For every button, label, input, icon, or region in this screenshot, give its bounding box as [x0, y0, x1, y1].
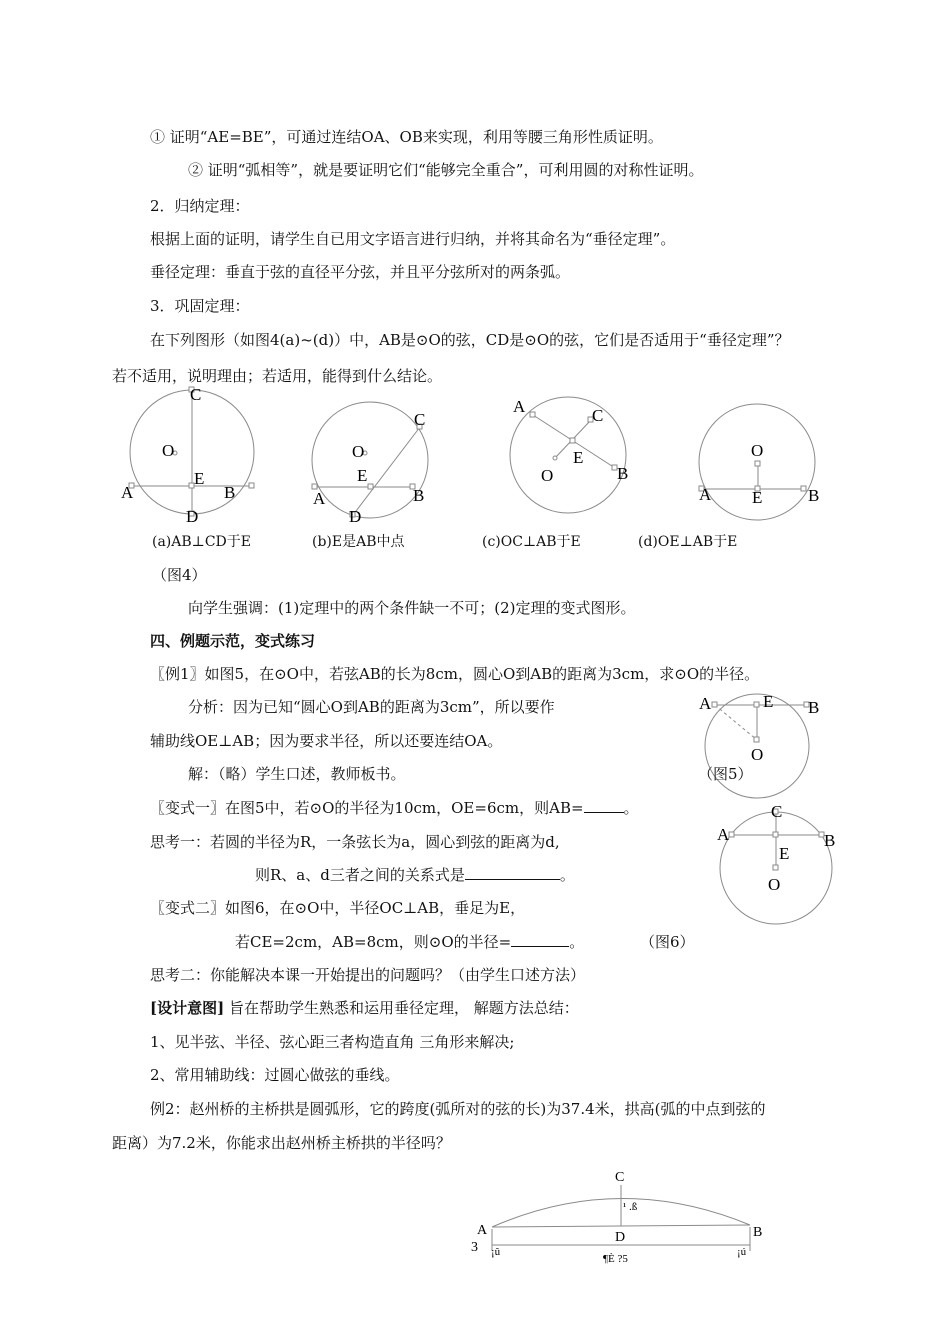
- label-o: O: [768, 875, 781, 894]
- garbled-right-arrow: ¡ú: [737, 1246, 747, 1258]
- design-tag: [设计意图]: [150, 999, 225, 1017]
- solution-text: 解：（略）学生口述，教师板书。: [188, 765, 406, 783]
- caption-4d: (d)OE⊥AB于E: [638, 534, 738, 550]
- label-d: D: [615, 1230, 626, 1245]
- proof-step-1: ① 证明“AE=BE”，可通过连结OA、OB来实现，利用等腰三角形性质证明。: [150, 128, 663, 146]
- label-d: D: [349, 507, 362, 526]
- think-1-line-1: 思考一：若圆的半径为R，一条弦长为a，圆心到弦的距离为d,: [150, 833, 560, 851]
- variant-2-text: 若CE=2cm，AB=8cm，则⊙O的半径=: [235, 933, 512, 951]
- label-b: B: [808, 698, 820, 717]
- label-a: A: [699, 694, 712, 713]
- bridge-figure: [465, 1165, 785, 1275]
- example-2-line-2: 距离）为7.2米，你能求出赵州桥主桥拱的半径吗？: [112, 1134, 451, 1152]
- variant-2-line-2: [235, 932, 584, 952]
- caption-4b: (b)E是AB中点: [312, 534, 405, 550]
- question-line-2: 若不适用，说明理由；若适用，能得到什么结论。: [112, 367, 443, 385]
- label-a: A: [477, 1223, 488, 1238]
- garbled-left-arrow: ¡û: [491, 1246, 501, 1258]
- proof-step-2: ② 证明“弧相等”，就是要证明它们“能够完全重合”，可利用圆的对称性证明。: [188, 161, 704, 179]
- label-c: C: [771, 802, 783, 821]
- label-a: A: [513, 397, 526, 416]
- label-a: A: [717, 825, 730, 844]
- variant-1: [150, 798, 639, 818]
- label-d: D: [186, 507, 199, 525]
- label-o: O: [751, 441, 764, 460]
- label-b: B: [413, 486, 425, 505]
- example-1: 〖例1〗如图5，在⊙O中，若弦AB的长为8cm，圆心O到AB的距离为3cm，求⊙O的半径。: [150, 665, 760, 683]
- label-a: A: [121, 483, 134, 502]
- garbled-height: ¹ .ß: [623, 1201, 638, 1213]
- garbled-span: ¶È ?5: [603, 1253, 628, 1265]
- label-b: B: [753, 1225, 763, 1240]
- analysis-line-1: 分析：因为已知“圆心O到AB的距离为3cm”，所以要作: [188, 698, 555, 716]
- label-b: B: [617, 464, 629, 483]
- caption-4a: (a)AB⊥CD于E: [152, 534, 251, 550]
- variant-2-line-1: 〖变式二〗如图6，在⊙O中，半径OC⊥AB，垂足为E，: [150, 899, 526, 917]
- label-o: O: [751, 745, 764, 764]
- summary-2: 2、常用辅助线：过圆心做弦的垂线。: [150, 1066, 400, 1084]
- section-4-heading: 四、例题示范，变式练习: [150, 632, 316, 650]
- label-e: E: [573, 448, 584, 467]
- question-line-1: 在下列图形（如图4(a)~(d)）中，AB是⊙O的弦，CD是⊙O的弦，它们是否适用于“垂径定理”？: [150, 331, 790, 349]
- label-e: E: [194, 469, 205, 488]
- design-text: 旨在帮助学生熟悉和运用垂径定理， 解题方法总结：: [228, 999, 579, 1017]
- figure-4b: [305, 395, 455, 527]
- example-2-line-1: 例2：赵州桥的主桥拱是圆弧形，它的跨度(弧所对的弦的长)为37.4米，拱高(弧的中点到弦的: [150, 1100, 766, 1118]
- label-c: C: [190, 385, 202, 404]
- think-1-line-2: [255, 865, 575, 885]
- label-o: O: [352, 442, 365, 461]
- label-e: E: [763, 692, 774, 711]
- think-1-end: 。: [559, 866, 575, 884]
- answer-blank[interactable]: [465, 865, 560, 880]
- summary-1: 1、见半弦、半径、弦心距三者构造直角 三角形来解决;: [150, 1033, 515, 1051]
- section-3-title: 3．巩固定理：: [150, 297, 250, 315]
- figure-5-label: （图5）: [698, 765, 753, 783]
- variant-2-end: 。: [569, 933, 585, 951]
- label-a: A: [313, 489, 326, 508]
- figure-6: [712, 800, 852, 925]
- section-2-title: 2．归纳定理：: [150, 197, 250, 215]
- label-c: C: [414, 410, 426, 429]
- induction-text: 根据上面的证明，请学生自已用文字语言进行归纳，并将其命名为“垂径定理”。: [150, 230, 676, 248]
- label-a: A: [699, 485, 712, 504]
- label-c: C: [615, 1170, 625, 1185]
- label-b: B: [824, 831, 836, 850]
- label-e: E: [779, 844, 790, 863]
- figure-6-label: （图6）: [640, 933, 695, 951]
- emphasis-text: 向学生强调：(1)定理中的两个条件缺一不可；(2)定理的变式图形。: [188, 599, 636, 617]
- label-c: C: [592, 406, 604, 425]
- think-1-text: 则R、a、d三者之间的关系式是: [255, 866, 465, 884]
- label-o: O: [541, 466, 554, 485]
- label-e: E: [752, 488, 763, 507]
- think-2: 思考二：你能解决本课一开始提出的问题吗？（由学生口述方法）: [150, 966, 586, 984]
- figure-4d: [692, 400, 832, 525]
- theorem-statement: 垂径定理：垂直于弦的直径平分弦，并且平分弦所对的两条弧。: [150, 263, 571, 281]
- label-b: B: [808, 486, 820, 505]
- label-b: B: [224, 483, 236, 502]
- label-o: O: [162, 441, 175, 460]
- figure-4-label: （图4）: [152, 566, 207, 584]
- design-intent: [150, 998, 579, 1018]
- analysis-line-2: 辅助线OE⊥AB；因为要求半径，所以还要连结OA。: [150, 732, 503, 750]
- caption-4c: (c)OC⊥AB于E: [482, 534, 581, 550]
- figure-4a: [110, 380, 290, 525]
- label-e: E: [357, 466, 368, 485]
- label-3: 3: [471, 1240, 478, 1255]
- figure-5: [695, 688, 835, 806]
- answer-blank[interactable]: [584, 798, 624, 813]
- figure-4c: [505, 395, 655, 525]
- variant-1-text: 〖变式一〗在图5中，若⊙O的半径为10cm，OE=6cm，则AB=: [150, 799, 584, 817]
- answer-blank[interactable]: [511, 932, 569, 947]
- variant-1-end: 。: [623, 799, 639, 817]
